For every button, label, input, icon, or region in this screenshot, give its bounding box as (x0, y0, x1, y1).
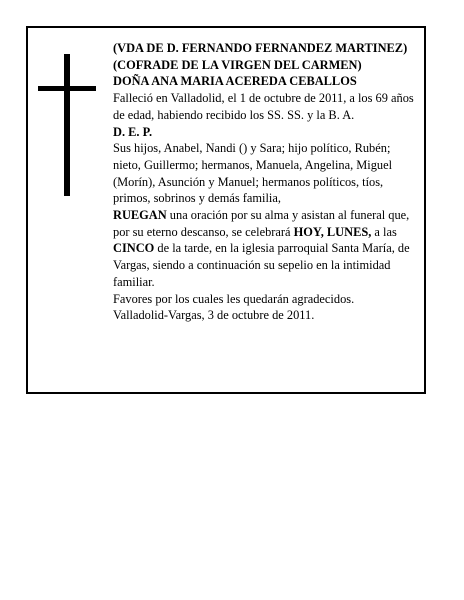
request-verb: RUEGAN (113, 208, 167, 223)
thanks-line: Favores por los cuales les quedarán agradecidos. (113, 291, 355, 306)
place-date: Valladolid-Vargas, 3 de octubre de 2011. (113, 308, 315, 323)
request-text-2: a las (371, 224, 397, 239)
death-statement: Falleció en Valladolid, el 1 de octubre de 2011, a los 69 años de edad, habiendo recibido los SS. SS. y la B. A. (113, 91, 414, 122)
deceased-name: DOÑA ANA MARIA ACEREDA CEBALLOS (113, 74, 357, 89)
dep-line: D. E. P. (113, 124, 153, 139)
funeral-day: HOY, LUNES, (293, 224, 372, 239)
family-list: Sus hijos, Anabel, Nandi () y Sara; hijo político, Rubén; nieto, Guillermo; hermanos, Manuela, Angelina, Miguel (Morín), Asunción y Manuel; hermanos políticos, tíos, primos, sobrinos y demás familia, (113, 141, 393, 206)
funeral-request (113, 207, 419, 291)
cross-horizontal-bar (38, 86, 96, 91)
request-text-3: de la tarde, en la iglesia parroquial Santa María, de Vargas, siendo a continuación su sepelio en la intimidad familiar. (113, 241, 410, 289)
funeral-time: CINCO (113, 241, 155, 256)
cross-icon (38, 54, 96, 196)
request-text-1: una oración por su alma y asistan al funeral que, por su eterno descanso, se celebrará (113, 208, 410, 239)
header-relation: (VDA DE D. FERNANDO FERNANDEZ MARTINEZ) (COFRADE DE LA VIRGEN DEL CARMEN) (113, 41, 408, 72)
cross-vertical-bar (64, 54, 70, 196)
obituary-text (113, 40, 419, 324)
